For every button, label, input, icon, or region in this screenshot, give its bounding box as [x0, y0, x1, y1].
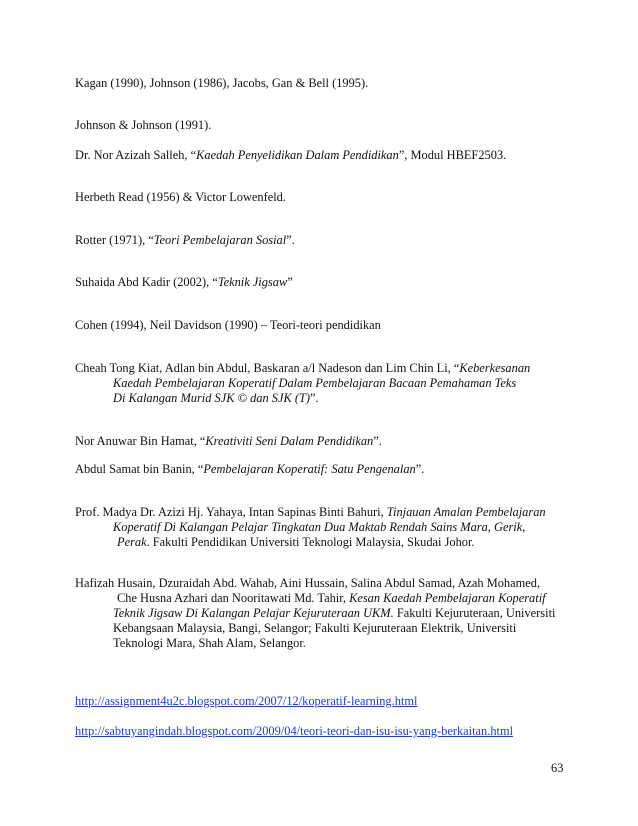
reference-line — [75, 462, 595, 477]
reference-entry — [75, 505, 595, 550]
reference-text: Teknik Jigsaw — [217, 275, 288, 289]
reference-text: Kaedah Pembelajaran Koperatif Dalam Pembelajaran Bacaan Pemahaman Teks — [113, 376, 517, 390]
reference-line — [75, 434, 595, 449]
reference-entry — [75, 76, 595, 91]
reference-entry — [75, 233, 595, 248]
reference-text: Dr. Nor Azizah Salleh, “ — [75, 148, 197, 162]
reference-line — [75, 391, 595, 406]
reference-entry — [75, 462, 595, 477]
reference-text: Prof. Madya Dr. Azizi Hj. Yahaya, Intan Sapinas Binti Bahuri, — [75, 505, 387, 519]
reference-line — [75, 361, 595, 376]
reference-text: Kebangsaan Malaysia, Bangi, Selangor; Fakulti Kejuruteraan Elektrik, Universiti — [113, 621, 517, 635]
reference-text: ” — [287, 275, 293, 289]
reference-text: Tinjauan Amalan Pembelajaran — [386, 505, 546, 519]
reference-text: Pembelajaran Koperatif: Satu Pengenalan — [203, 462, 416, 476]
reference-line — [75, 591, 595, 606]
reference-text: Cohen (1994), Neil Davidson (1990) – Teori-teori pendidikan — [75, 318, 381, 332]
reference-text: Cheah Tong Kiat, Adlan bin Abdul, Baskaran a/l Nadeson dan Lim Chin Li, “ — [75, 361, 460, 375]
page-number: 63 — [551, 761, 564, 775]
reference-text: Teknik Jigsaw Di Kalangan Pelajar Kejuruteraan UKM. — [113, 606, 394, 620]
reference-line — [75, 118, 595, 133]
reference-text: Hafizah Husain, Dzuraidah Abd. Wahab, Aini Hussain, Salina Abdul Samad, Azah Mohamed, — [75, 576, 541, 590]
reference-entry — [75, 148, 595, 163]
reference-line — [75, 376, 595, 391]
reference-text: ”. — [310, 391, 319, 405]
reference-line — [75, 520, 595, 535]
reference-text: ”. — [415, 462, 425, 476]
reference-text: Rotter (1971), “ — [75, 233, 154, 247]
reference-line — [75, 275, 595, 290]
reference-text: Koperatif Di Kalangan Pelajar Tingkatan Dua Maktab Rendah Sains Mara, Gerik, — [113, 520, 526, 534]
reference-text: Teknologi Mara, Shah Alam, Selangor. — [113, 636, 306, 650]
reference-text: Kaedah Penyelidikan Dalam Pendidikan — [196, 148, 399, 162]
reference-text: ”. — [373, 434, 382, 448]
reference-text: Di Kalangan Murid SJK © dan SJK (T) — [113, 391, 310, 405]
reference-line — [75, 621, 595, 636]
reference-line — [75, 76, 595, 91]
reference-line — [75, 190, 595, 205]
reference-line — [75, 636, 595, 651]
reference-entry — [75, 576, 595, 651]
reference-link[interactable]: http://assignment4u2c.blogspot.com/2007/12/koperatif-learning.html — [75, 694, 418, 708]
reference-entry — [75, 318, 595, 333]
reference-text: Johnson & Johnson (1991). — [75, 118, 212, 132]
reference-text: Che Husna Azhari dan Nooritawati Md. Tahir, — [117, 591, 350, 605]
reference-entry — [75, 190, 595, 205]
reference-link[interactable]: http://sabtuyangindah.blogspot.com/2009/04/teori-teori-dan-isu-isu-yang-berkaitan.html — [75, 724, 514, 738]
reference-text: . Fakulti Pendidikan Universiti Teknologi Malaysia, Skudai Johor. — [146, 535, 475, 549]
reference-entry — [75, 118, 595, 133]
reference-line — [75, 535, 595, 550]
reference-text: Abdul Samat bin Banin, “ — [75, 462, 204, 476]
reference-line — [75, 505, 595, 520]
reference-text: ”. — [286, 233, 295, 247]
reference-text: Kesan Kaedah Pembelajaran Koperatif — [349, 591, 546, 605]
reference-text: ”, Modul HBEF2503. — [398, 148, 507, 162]
reference-entry — [75, 275, 595, 290]
reference-line — [75, 606, 595, 621]
reference-line — [75, 233, 595, 248]
reference-line — [75, 148, 595, 163]
reference-text: Suhaida Abd Kadir (2002), “ — [75, 275, 218, 289]
reference-text: Herbeth Read (1956) & Victor Lowenfeld. — [75, 190, 286, 204]
reference-text: Teori Pembelajaran Sosial — [153, 233, 287, 247]
reference-text: Kreativiti Seni Dalam Pendidikan — [205, 434, 374, 448]
reference-line — [75, 576, 595, 591]
reference-entry — [75, 361, 595, 406]
reference-text: Fakulti Kejuruteraan, Universiti — [393, 606, 556, 620]
reference-line — [75, 318, 595, 333]
reference-entry — [75, 434, 595, 449]
reference-text: Nor Anuwar Bin Hamat, “ — [75, 434, 206, 448]
reference-text: Perak — [117, 535, 147, 549]
reference-text: Keberkesanan — [459, 361, 531, 375]
reference-text: Kagan (1990), Johnson (1986), Jacobs, Gan & Bell (1995). — [75, 76, 369, 90]
